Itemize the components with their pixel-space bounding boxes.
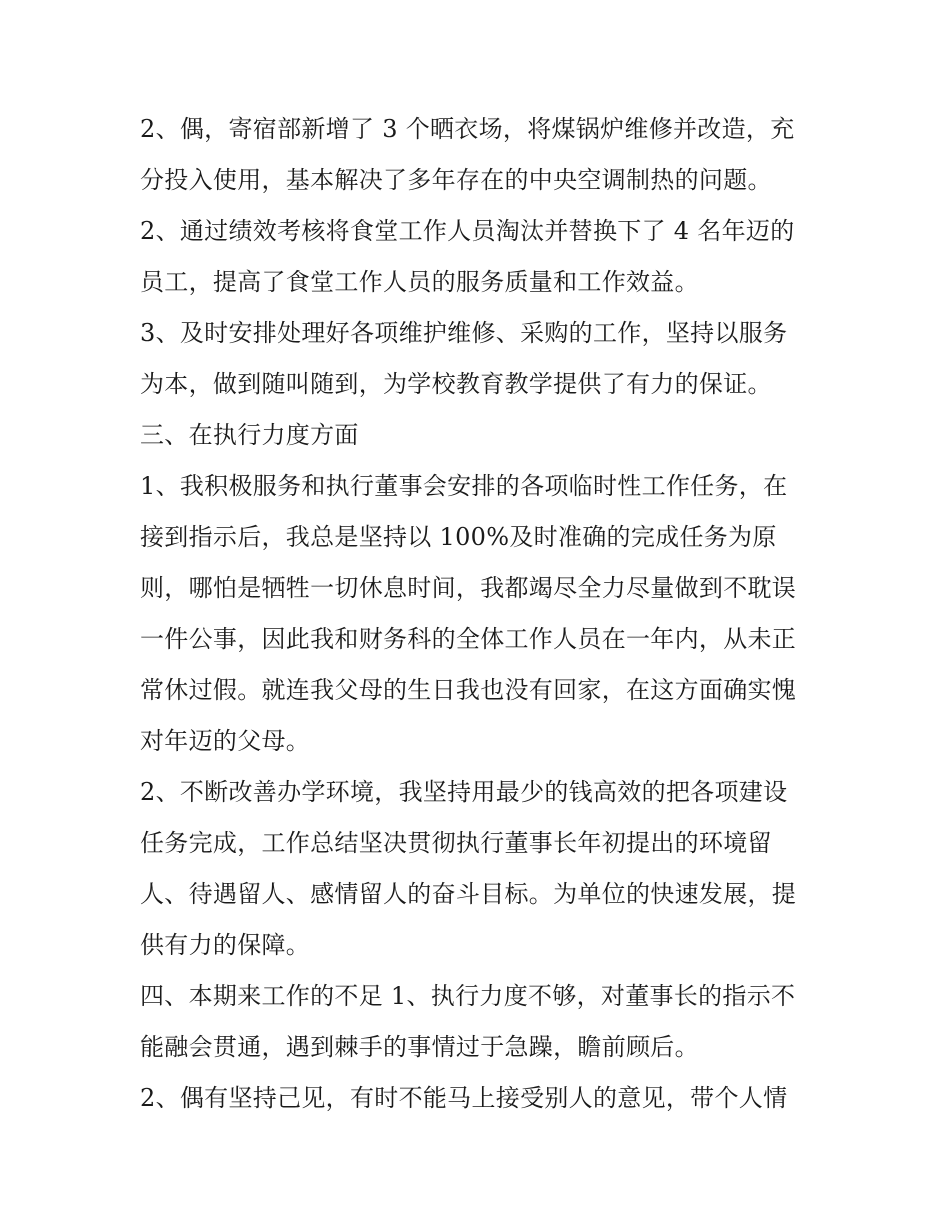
text-line: 为本，做到随叫随到，为学校教育教学提供了有力的保证。	[140, 370, 772, 398]
text-line: 2、偶，寄宿部新增了 3 个晒衣场，将煤锅炉维修并改造，充	[140, 115, 795, 143]
paragraph-shortcomings	[140, 971, 820, 1073]
text-line: 能融会贯通，遇到棘手的事情过于急躁，瞻前顾后。	[140, 1033, 699, 1061]
text-line: 3、及时安排处理好各项维护维修、采购的工作，坚持以服务	[140, 319, 788, 347]
paragraph-dormitory-improvements	[140, 104, 820, 206]
text-line: 2、不断改善办学环境，我坚持用最少的钱高效的把各项建设	[140, 778, 788, 806]
text-line: 2、通过绩效考核将食堂工作人员淘汰并替换下了 4 名年迈的	[140, 217, 795, 245]
paragraph-school-environment	[140, 767, 820, 971]
text-line: 接到指示后，我总是坚持以 100%及时准确的完成任务为原	[140, 523, 777, 551]
section-heading-execution	[140, 410, 820, 461]
text-line: 常休过假。就连我父母的生日我也没有回家，在这方面确实愧	[140, 676, 797, 704]
text-line: 员工，提高了食堂工作人员的服务质量和工作效益。	[140, 268, 699, 296]
paragraph-canteen-staff	[140, 206, 820, 308]
document-body	[140, 104, 820, 1124]
text-line: 四、本期来工作的不足 1、执行力度不够，对董事长的指示不	[140, 982, 796, 1010]
text-line: 对年迈的父母。	[140, 727, 311, 755]
paragraph-board-tasks	[140, 461, 820, 767]
text-line: 任务完成，工作总结坚决贯彻执行董事长年初提出的环境留	[140, 829, 772, 857]
text-line: 1、我积极服务和执行董事会安排的各项临时性工作任务，在	[140, 472, 788, 500]
section-heading: 三、在执行力度方面	[140, 421, 359, 449]
paragraph-maintenance	[140, 308, 820, 410]
text-line: 一件公事，因此我和财务科的全体工作人员在一年内，从未正	[140, 625, 797, 653]
paragraph-stubbornness	[140, 1073, 820, 1124]
text-line: 供有力的保障。	[140, 931, 311, 959]
text-line: 则，哪怕是牺牲一切休息时间，我都竭尽全力尽量做到不耽误	[140, 574, 797, 602]
text-line: 人、待遇留人、感情留人的奋斗目标。为单位的快速发展，提	[140, 880, 797, 908]
text-line: 分投入使用，基本解决了多年存在的中央空调制热的问题。	[140, 166, 772, 194]
text-line: 2、偶有坚持己见，有时不能马上接受别人的意见，带个人情	[140, 1084, 788, 1112]
